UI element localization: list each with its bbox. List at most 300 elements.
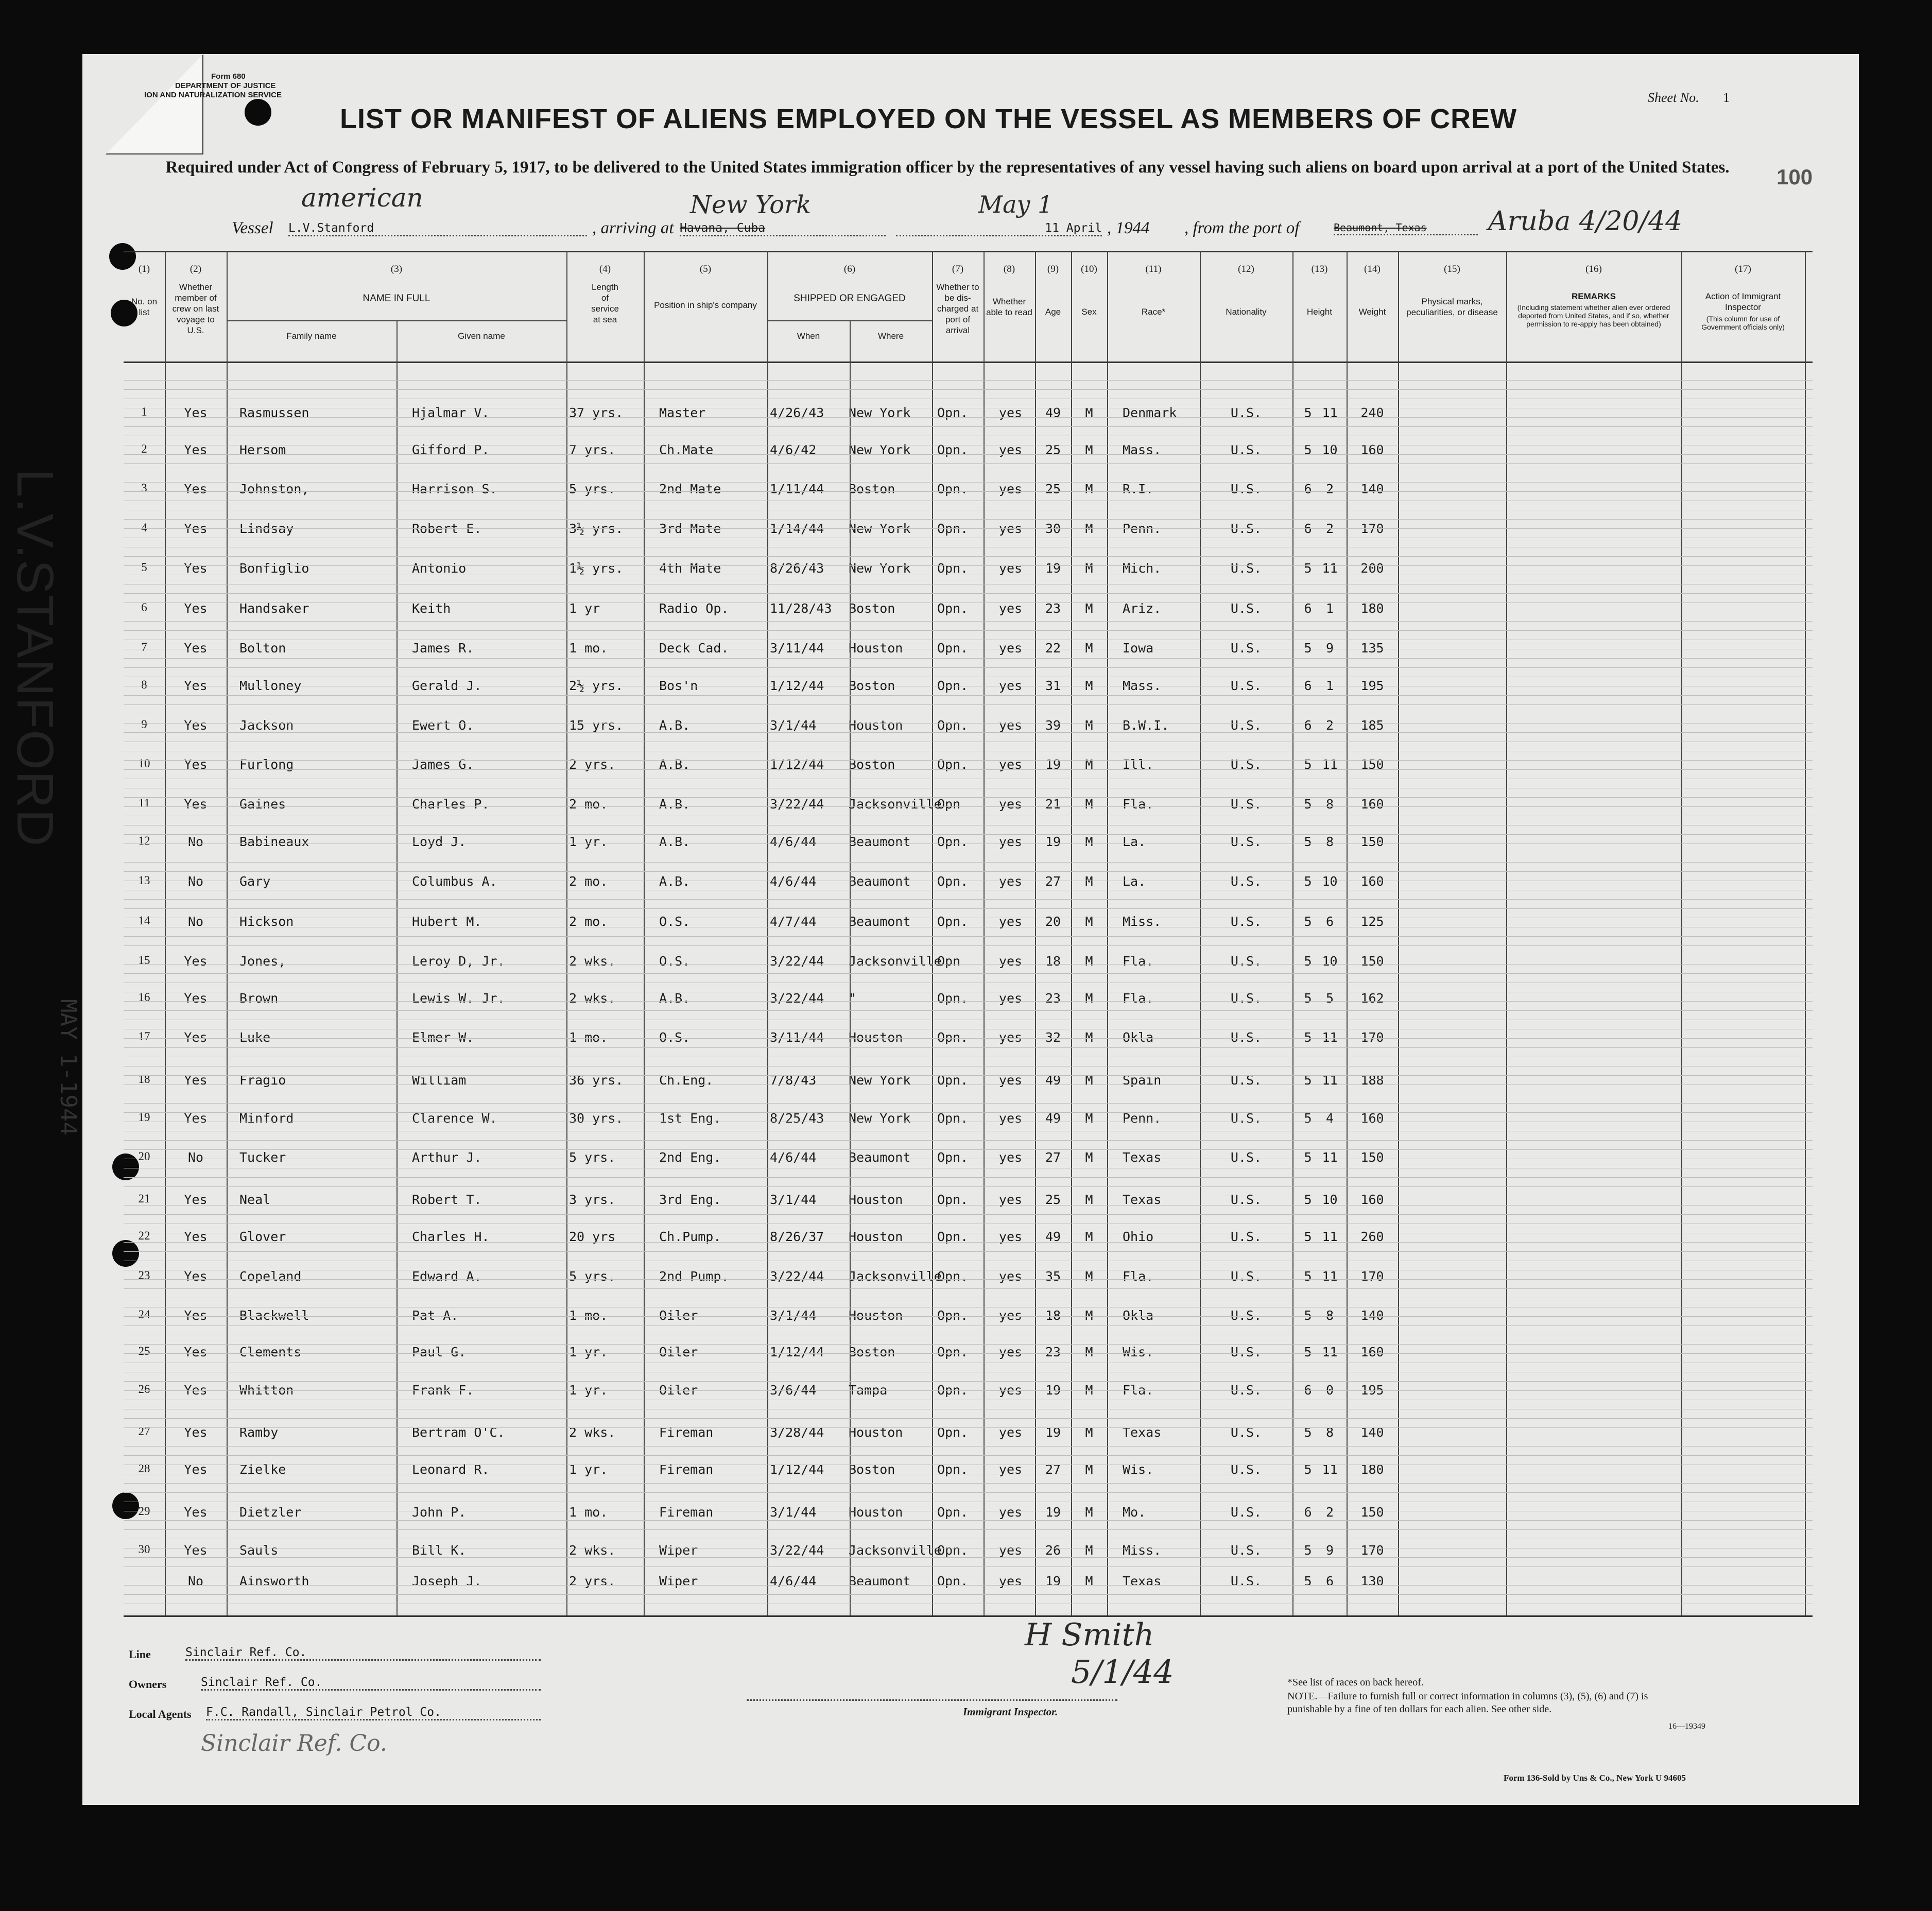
- cell-nat: U.S.: [1230, 874, 1262, 889]
- cell-given: Leonard R.: [412, 1462, 490, 1477]
- cell-given: Gifford P.: [412, 442, 490, 457]
- column-rule: [1200, 251, 1201, 1615]
- cell-sex: M: [1085, 641, 1093, 656]
- cell-age: 23: [1045, 991, 1061, 1006]
- cell-age: 49: [1045, 1111, 1061, 1126]
- cell-given: Clarence W.: [412, 1111, 497, 1126]
- date-stamp: MAY 1-1944: [55, 999, 81, 1135]
- ledger-grid-line: [124, 1288, 1813, 1289]
- table-row: [124, 405, 1813, 426]
- cell-race: Ariz.: [1123, 601, 1162, 616]
- table-header-rule: [124, 361, 1813, 363]
- cell-ft: 5: [1304, 914, 1312, 929]
- col-num-7: (7): [952, 264, 964, 274]
- cell-given: Bertram O'C.: [412, 1425, 505, 1440]
- cell-race: Okla: [1123, 1030, 1154, 1045]
- ledger-grid-line: [124, 1279, 1813, 1280]
- cell-read: yes: [998, 521, 1023, 536]
- cell-race: Fla.: [1123, 991, 1154, 1006]
- cell-where: ": [849, 991, 857, 1006]
- ledger-grid-line: [124, 426, 1813, 427]
- vessel-name-stamp: L.V.STANFORD: [6, 469, 64, 848]
- cell-disch: Opn.: [937, 521, 969, 536]
- cell-disch: Opn.: [937, 1030, 969, 1045]
- cell-family: Jones,: [239, 954, 286, 969]
- cell-family: Neal: [239, 1192, 271, 1207]
- cell-age: 30: [1045, 521, 1061, 536]
- cell-position: A.B.: [659, 718, 691, 733]
- ledger-grid-line: [124, 760, 1813, 761]
- inspector-signature-line: [747, 1699, 1117, 1701]
- cell-ft: 5: [1304, 1229, 1312, 1244]
- cell-service: 3 yrs.: [569, 1192, 616, 1207]
- from-port-label: , from the port of: [1184, 219, 1300, 237]
- cell-crew: No: [187, 1574, 204, 1589]
- ledger-grid-line: [124, 1205, 1813, 1206]
- cell-service: 1 yr.: [569, 1345, 608, 1359]
- cell-service: 5 yrs.: [569, 1269, 616, 1284]
- cell-no: 13: [138, 874, 150, 887]
- cell-nat: U.S.: [1230, 521, 1262, 536]
- header-no-on-list: No. on list: [131, 297, 158, 317]
- cell-position: Wiper: [659, 1574, 698, 1589]
- cell-sex: M: [1085, 1574, 1093, 1589]
- inspector-signature-date: 5/1/44: [1071, 1653, 1174, 1691]
- header-given-name: Given name: [458, 331, 505, 341]
- cell-ft: 5: [1304, 1308, 1312, 1323]
- cell-read: yes: [998, 834, 1023, 849]
- cell-where: Houston: [849, 718, 903, 733]
- cell-nat: U.S.: [1230, 641, 1262, 656]
- cell-read: yes: [998, 1345, 1023, 1359]
- header-shipped-or-engaged: SHIPPED OR ENGAGED: [794, 293, 906, 304]
- page-subtitle: Required under Act of Congress of February 5, 1917, to be delivered to the United States immigration officer by the representatives of any vessel having such aliens on board upon arrival at a port of the United States.: [165, 158, 1730, 177]
- cell-nat: U.S.: [1230, 1425, 1262, 1440]
- cell-when: 3/28/44: [770, 1425, 824, 1440]
- cell-age: 35: [1045, 1269, 1061, 1284]
- cell-ft: 5: [1304, 1269, 1312, 1284]
- header-race: Race*: [1141, 307, 1166, 317]
- cell-nat: U.S.: [1230, 1345, 1262, 1359]
- header-shipped-when: When: [797, 331, 820, 341]
- ledger-grid-line: [124, 1047, 1813, 1048]
- cell-where: Jacksonville: [849, 1269, 942, 1284]
- races-note: *See list of races on back hereof.: [1287, 1677, 1424, 1688]
- cell-no: 9: [141, 718, 147, 731]
- ledger-grid-line: [124, 1149, 1813, 1150]
- ledger-grid-line: [124, 1381, 1813, 1382]
- ledger-grid-line: [124, 417, 1813, 418]
- cell-race: Ohio: [1123, 1229, 1154, 1244]
- cell-family: Glover: [239, 1229, 286, 1244]
- ledger-grid-line: [124, 843, 1813, 844]
- cell-in: 2: [1325, 718, 1334, 733]
- column-rule: [984, 251, 985, 1615]
- cell-given: Antonio: [412, 561, 467, 576]
- cell-position: O.S.: [659, 914, 691, 929]
- cell-race: R.I.: [1123, 481, 1154, 496]
- agents-handwritten: Sinclair Ref. Co.: [201, 1730, 387, 1757]
- vessel-label: Vessel: [232, 219, 273, 237]
- cell-given: Gerald J.: [412, 678, 482, 693]
- ledger-grid-line: [124, 1585, 1813, 1586]
- cell-when: 11/28/43: [770, 601, 832, 616]
- cell-wt: 170: [1360, 521, 1384, 536]
- cell-when: 3/22/44: [770, 1269, 824, 1284]
- cell-age: 23: [1045, 1345, 1061, 1359]
- table-row: [124, 521, 1813, 542]
- cell-position: 3rd Eng.: [659, 1192, 721, 1207]
- ledger-grid-line: [124, 454, 1813, 455]
- arriving-handwritten: New York: [690, 191, 812, 219]
- column-rule: [1347, 251, 1348, 1615]
- cell-service: 2 wks.: [569, 954, 616, 969]
- cell-crew: Yes: [184, 1383, 208, 1398]
- ledger-grid-line: [124, 630, 1813, 631]
- ledger-grid-line: [124, 732, 1813, 733]
- cell-where: Beaumont: [849, 914, 911, 929]
- table-row: [124, 1574, 1813, 1594]
- ledger-grid-line: [124, 797, 1813, 798]
- col-num-9: (9): [1047, 264, 1059, 274]
- cell-position: A.B.: [659, 834, 691, 849]
- cell-when: 1/14/44: [770, 521, 824, 536]
- cell-sex: M: [1085, 1192, 1093, 1207]
- cell-crew: Yes: [184, 1192, 208, 1207]
- cell-position: Master: [659, 405, 706, 420]
- cell-where: Houston: [849, 1505, 903, 1520]
- column-rule: [1681, 251, 1682, 1615]
- cell-ft: 5: [1304, 874, 1312, 889]
- column-rule: [850, 320, 851, 1615]
- cell-nat: U.S.: [1230, 1073, 1262, 1088]
- ledger-grid-line: [124, 1251, 1813, 1252]
- cell-no: 21: [138, 1192, 150, 1205]
- cell-where: Houston: [849, 1425, 903, 1440]
- cell-nat: U.S.: [1230, 834, 1262, 849]
- cell-given: Bill K.: [412, 1543, 467, 1558]
- col-num-13: (13): [1311, 264, 1328, 274]
- cell-crew: Yes: [184, 1229, 208, 1244]
- header-sex: Sex: [1081, 307, 1097, 317]
- cell-service: 2½ yrs.: [569, 678, 624, 693]
- owners-label: Owners: [129, 1678, 167, 1691]
- cell-when: 7/8/43: [770, 1073, 817, 1088]
- cell-race: Miss.: [1123, 1543, 1162, 1558]
- table-row: [124, 1150, 1813, 1170]
- cell-disch: Opn.: [937, 1308, 969, 1323]
- cell-ft: 5: [1304, 1543, 1312, 1558]
- table-row: [124, 718, 1813, 738]
- cell-service: 37 yrs.: [569, 405, 624, 420]
- cell-crew: Yes: [184, 561, 208, 576]
- printer-credit: Form 136-Sold by Uns & Co., New York U 94605: [1504, 1773, 1686, 1783]
- cell-wt: 150: [1360, 954, 1384, 969]
- cell-age: 25: [1045, 1192, 1061, 1207]
- cell-read: yes: [998, 481, 1023, 496]
- inspector-signature: H Smith: [1025, 1617, 1154, 1653]
- cell-disch: Opn.: [937, 601, 969, 616]
- cell-position: 2nd Pump.: [659, 1269, 729, 1284]
- column-rule: [1035, 251, 1036, 1615]
- ledger-grid-line: [124, 658, 1813, 659]
- cell-position: A.B.: [659, 991, 691, 1006]
- ledger-grid-line: [124, 908, 1813, 909]
- cell-race: Fla.: [1123, 954, 1154, 969]
- cell-family: Fragio: [239, 1073, 286, 1088]
- cell-no: 10: [138, 757, 150, 770]
- cell-crew: Yes: [184, 954, 208, 969]
- col-num-16: (16): [1585, 264, 1602, 274]
- cell-read: yes: [998, 1192, 1023, 1207]
- cell-where: Houston: [849, 1030, 903, 1045]
- cell-in: 2: [1325, 1505, 1334, 1520]
- cell-given: Paul G.: [412, 1345, 467, 1359]
- cell-service: 36 yrs.: [569, 1073, 624, 1088]
- cell-wt: 160: [1360, 1111, 1384, 1126]
- ledger-grid-line: [124, 1140, 1813, 1141]
- cell-no: 17: [138, 1030, 150, 1043]
- cell-age: 18: [1045, 954, 1061, 969]
- cell-given: Charles H.: [412, 1229, 490, 1244]
- cell-read: yes: [998, 641, 1023, 656]
- cell-when: 8/26/37: [770, 1229, 824, 1244]
- cell-age: 49: [1045, 1229, 1061, 1244]
- cell-crew: Yes: [184, 1425, 208, 1440]
- cell-ft: 5: [1304, 1462, 1312, 1477]
- cell-in: 10: [1322, 874, 1338, 889]
- cell-race: Wis.: [1123, 1345, 1154, 1359]
- cell-age: 21: [1045, 797, 1061, 812]
- cell-race: Texas: [1123, 1425, 1162, 1440]
- cell-sex: M: [1085, 954, 1093, 969]
- cell-read: yes: [998, 678, 1023, 693]
- ledger-grid-line: [124, 1353, 1813, 1354]
- cell-read: yes: [998, 601, 1023, 616]
- cell-race: Okla: [1123, 1308, 1154, 1323]
- cell-family: Johnston,: [239, 481, 309, 496]
- cell-in: 2: [1325, 521, 1334, 536]
- cell-race: Miss.: [1123, 914, 1162, 929]
- cell-service: 1 yr.: [569, 1462, 608, 1477]
- cell-disch: Opn.: [937, 1073, 969, 1088]
- cell-age: 32: [1045, 1030, 1061, 1045]
- ledger-grid-line: [124, 806, 1813, 807]
- cell-nat: U.S.: [1230, 561, 1262, 576]
- cell-position: Ch.Eng.: [659, 1073, 714, 1088]
- arriving-label: , arriving at: [592, 219, 674, 237]
- cell-ft: 5: [1304, 442, 1312, 457]
- column-rule: [932, 251, 933, 1615]
- cell-disch: Opn.: [937, 1543, 969, 1558]
- cell-crew: Yes: [184, 991, 208, 1006]
- cell-no: 11: [138, 797, 150, 810]
- column-rule: [644, 251, 645, 1615]
- cell-wt: 150: [1360, 834, 1384, 849]
- cell-read: yes: [998, 954, 1023, 969]
- cell-read: yes: [998, 1383, 1023, 1398]
- table-row: [124, 481, 1813, 502]
- cell-wt: 130: [1360, 1574, 1384, 1589]
- cell-where: Boston: [849, 1462, 895, 1477]
- cell-service: 1½ yrs.: [569, 561, 624, 576]
- cell-age: 27: [1045, 1462, 1061, 1477]
- vessel-nationality-handwritten: american: [301, 183, 423, 213]
- cell-given: Hjalmar V.: [412, 405, 490, 420]
- cell-read: yes: [998, 1543, 1023, 1558]
- cell-sex: M: [1085, 521, 1093, 536]
- cell-nat: U.S.: [1230, 1229, 1262, 1244]
- page-title: LIST OR MANIFEST OF ALIENS EMPLOYED ON THE VESSEL AS MEMBERS OF CREW: [340, 104, 1517, 134]
- cell-wt: 260: [1360, 1229, 1384, 1244]
- ledger-grid-line: [124, 1038, 1813, 1039]
- cell-read: yes: [998, 1269, 1023, 1284]
- cell-read: yes: [998, 874, 1023, 889]
- cell-when: 4/6/44: [770, 1150, 817, 1165]
- cell-position: A.B.: [659, 797, 691, 812]
- ledger-grid-line: [124, 1492, 1813, 1493]
- cell-disch: Opn.: [937, 442, 969, 457]
- cell-ft: 5: [1304, 991, 1312, 1006]
- cell-when: 1/12/44: [770, 757, 824, 772]
- cell-position: 1st Eng.: [659, 1111, 721, 1126]
- cell-age: 39: [1045, 718, 1061, 733]
- cell-crew: No: [187, 834, 204, 849]
- table-row: [124, 561, 1813, 581]
- cell-no: 19: [138, 1111, 150, 1124]
- cell-sex: M: [1085, 405, 1093, 420]
- cell-sex: M: [1085, 797, 1093, 812]
- cell-where: Boston: [849, 481, 895, 496]
- cell-age: 19: [1045, 1425, 1061, 1440]
- cell-in: 0: [1325, 1383, 1334, 1398]
- cell-wt: 188: [1360, 1073, 1384, 1088]
- sheet-value: 1: [1723, 90, 1730, 105]
- ledger-grid-line: [124, 723, 1813, 724]
- table-row: [124, 1505, 1813, 1525]
- cell-ft: 5: [1304, 1345, 1312, 1359]
- cell-ft: 6: [1304, 718, 1312, 733]
- cell-ft: 5: [1304, 561, 1312, 576]
- cell-given: John P.: [412, 1505, 467, 1520]
- cell-ft: 5: [1304, 757, 1312, 772]
- cell-sex: M: [1085, 874, 1093, 889]
- table-top-rule: [124, 251, 1813, 252]
- ledger-grid-line: [124, 482, 1813, 483]
- ledger-grid-line: [124, 1112, 1813, 1113]
- cell-disch: Opn.: [937, 1229, 969, 1244]
- cell-when: 3/1/44: [770, 1308, 817, 1323]
- cell-family: Bolton: [239, 641, 286, 656]
- cell-age: 18: [1045, 1308, 1061, 1323]
- cell-age: 19: [1045, 834, 1061, 849]
- cell-given: William: [412, 1073, 467, 1088]
- cell-sex: M: [1085, 678, 1093, 693]
- cell-wt: 160: [1360, 1345, 1384, 1359]
- cell-wt: 162: [1360, 991, 1384, 1006]
- cell-disch: Opn.: [937, 641, 969, 656]
- cell-disch: Opn.: [937, 757, 969, 772]
- cell-service: 30 yrs.: [569, 1111, 624, 1126]
- table-row: [124, 601, 1813, 622]
- table-row: [124, 914, 1813, 935]
- cell-in: 11: [1322, 1345, 1338, 1359]
- ledger-grid-line: [124, 1316, 1813, 1317]
- table-row: [124, 442, 1813, 463]
- cell-wt: 240: [1360, 405, 1384, 420]
- cell-sex: M: [1085, 757, 1093, 772]
- cell-wt: 180: [1360, 601, 1384, 616]
- cell-race: Fla.: [1123, 1269, 1154, 1284]
- cell-crew: Yes: [184, 521, 208, 536]
- cell-where: Houston: [849, 641, 903, 656]
- cell-in: 11: [1322, 1150, 1338, 1165]
- cell-family: Rasmussen: [239, 405, 309, 420]
- cell-family: Furlong: [239, 757, 294, 772]
- cell-nat: U.S.: [1230, 797, 1262, 812]
- cell-position: Ch.Mate: [659, 442, 714, 457]
- cell-age: 19: [1045, 561, 1061, 576]
- cell-service: 1 yr: [569, 601, 600, 616]
- cell-ft: 5: [1304, 797, 1312, 812]
- cell-position: Oiler: [659, 1308, 698, 1323]
- ledger-grid-line: [124, 1455, 1813, 1456]
- ledger-grid-line: [124, 973, 1813, 974]
- ledger-grid-line: [124, 1075, 1813, 1076]
- cell-crew: Yes: [184, 481, 208, 496]
- header-nationality: Nationality: [1226, 307, 1267, 317]
- cell-disch: Opn.: [937, 1269, 969, 1284]
- cell-in: 8: [1325, 797, 1334, 812]
- agents-value: F.C. Randall, Sinclair Petrol Co.: [206, 1706, 541, 1720]
- cell-age: 20: [1045, 914, 1061, 929]
- cell-no: 28: [138, 1462, 150, 1475]
- service-name: ION AND NATURALIZATION SERVICE: [144, 91, 282, 99]
- col-num-10: (10): [1081, 264, 1097, 274]
- cell-sex: M: [1085, 834, 1093, 849]
- cell-where: Boston: [849, 757, 895, 772]
- cell-no: 15: [138, 954, 150, 967]
- cell-position: Fireman: [659, 1425, 714, 1440]
- table-row: [124, 1111, 1813, 1131]
- cell-race: La.: [1123, 834, 1146, 849]
- cell-crew: Yes: [184, 1505, 208, 1520]
- cell-where: Jacksonville: [849, 954, 942, 969]
- cell-given: Pat A.: [412, 1308, 459, 1323]
- ledger-grid-line: [124, 1010, 1813, 1011]
- cell-ft: 6: [1304, 1383, 1312, 1398]
- cell-wt: 170: [1360, 1543, 1384, 1558]
- cell-in: 11: [1322, 1073, 1338, 1088]
- cell-family: Sauls: [239, 1543, 279, 1558]
- cell-service: 1 mo.: [569, 1030, 608, 1045]
- cell-age: 19: [1045, 1574, 1061, 1589]
- cell-crew: Yes: [184, 1269, 208, 1284]
- cell-family: Gaines: [239, 797, 286, 812]
- cell-nat: U.S.: [1230, 1574, 1262, 1589]
- ledger-grid-line: [124, 1344, 1813, 1345]
- cell-ft: 6: [1304, 521, 1312, 536]
- col-num-12: (12): [1238, 264, 1254, 274]
- cell-family: Tucker: [239, 1150, 286, 1165]
- cell-family: Bonfiglio: [239, 561, 309, 576]
- form-code: 16—19349: [1668, 1722, 1705, 1731]
- column-rule: [767, 251, 768, 1615]
- header-crew-last-voyage: Whether member of crew on last voyage to U.S.: [172, 282, 219, 335]
- header-remarks: REMARKS: [1572, 291, 1616, 301]
- cell-no: 23: [138, 1269, 150, 1282]
- cell-no: 29: [138, 1505, 150, 1518]
